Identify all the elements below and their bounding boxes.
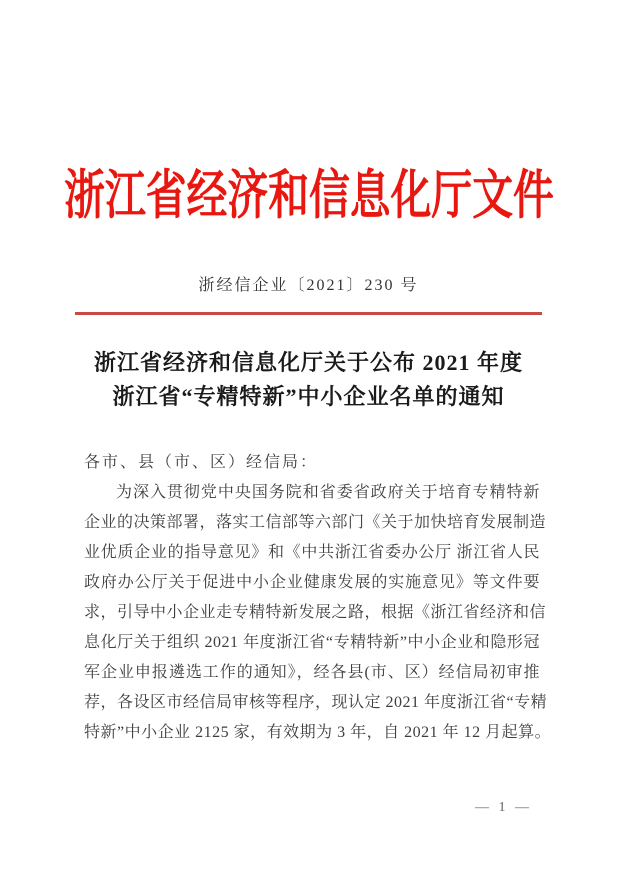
document-reference-number: 浙经信企业〔2021〕230 号 xyxy=(198,277,419,294)
body-line: 军企业申报遴选工作的通知》，经各县(市、区）经信局初审推 xyxy=(84,664,540,681)
notice-body xyxy=(84,448,552,748)
salutation-line: 各市、县（市、区）经信局： xyxy=(84,454,319,471)
document-masthead xyxy=(0,166,617,227)
body-line: 业优质企业的指导意见》和《中共浙江省委办公厅 浙江省人民 xyxy=(84,544,540,561)
body-line: 企业的决策部署，落实工信部等六部门《关于加快培育发展制造 xyxy=(84,514,547,531)
body-line: 求，引导中小企业走专精特新发展之路，根据《浙江省经济和信 xyxy=(84,604,547,621)
body-line: 荐，各设区市经信局审核等程序，现认定 2021 年度浙江省“专精 xyxy=(84,694,548,711)
masthead-title: 浙江省经济和信息化厅文件 xyxy=(63,167,554,225)
body-line: 为深入贯彻党中央国务院和省委省政府关于培育专精特新 xyxy=(116,484,540,501)
red-divider-line xyxy=(75,312,542,315)
notice-title xyxy=(0,346,617,414)
page-number: — 1 — xyxy=(475,800,532,815)
body-line: 息化厅关于组织 2021 年度浙江省“专精特新”中小企业和隐形冠 xyxy=(84,634,540,651)
body-line: 政府办公厅关于促进中小企业健康发展的实施意见》等文件要 xyxy=(84,574,540,591)
notice-title-line1: 浙江省经济和信息化厅关于公布 2021 年度 xyxy=(93,350,523,375)
body-line: 特新”中小企业 2125 家，有效期为 3 年，自 2021 年 12 月起算。 xyxy=(84,724,552,741)
notice-title-line2: 浙江省“专精特新”中小企业名单的通知 xyxy=(112,384,505,409)
